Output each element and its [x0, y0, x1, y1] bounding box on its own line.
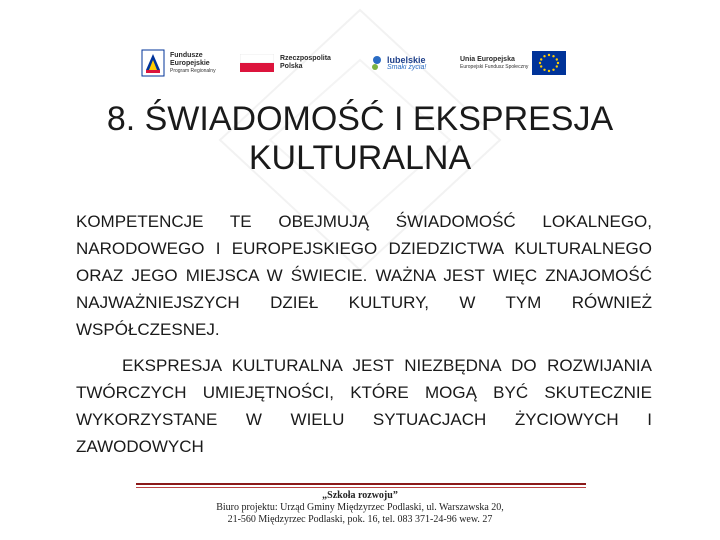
lubelskie-swirl-icon — [370, 54, 384, 72]
fe-line2: Europejskie — [170, 60, 210, 67]
ue-line1: Unia Europejska — [460, 56, 515, 63]
polish-flag-icon — [240, 54, 274, 72]
slide-title-line1: 8. ŚWIADOMOŚĆ I EKSPRESJA — [106, 100, 614, 138]
fundusze-europejskie-logo — [140, 46, 232, 80]
footer — [180, 490, 540, 526]
rp-line2: Polska — [280, 63, 303, 70]
slide-title — [60, 100, 660, 178]
unia-europejska-logo — [460, 46, 580, 80]
footer-divider-top — [136, 483, 586, 485]
rp-line1: Rzeczpospolita — [280, 55, 331, 62]
footer-project-name: „Szkoła rozwoju” — [322, 490, 398, 501]
footer-address-line2: 21-560 Międzyrzec Podlaski, pok. 16, tel. 083 371-24-96 wew. 27 — [227, 514, 493, 525]
footer-divider-bottom — [136, 487, 586, 488]
lub-line1: lubelskie — [387, 55, 426, 65]
fe-line1: Fundusze — [170, 52, 203, 59]
lub-line2: Smaki życia! — [387, 64, 427, 71]
lubelskie-logo — [370, 46, 450, 80]
slide-title-line2: KULTURALNA — [248, 139, 472, 177]
paragraph-2: EKSPRESJA KULTURALNA JEST NIEZBĘDNA DO ROZWIJANIA TWÓRCZYCH UMIEJĘTNOŚCI, KTÓRE MOGĄ BYĆ SKUTECZNIE WYKORZYSTANE W WIELU SYTUACJACH ŻYCIOWYCH I ZAWODOWYCH — [76, 356, 652, 456]
eu-flag-icon — [532, 51, 566, 75]
fe-star-icon — [140, 48, 166, 78]
logo-bar — [140, 46, 580, 80]
ue-line2: Europejski Fundusz Społeczny — [460, 64, 529, 70]
fe-line3: Program Regionalny — [170, 68, 216, 74]
paragraph-1: KOMPETENCJE TE OBEJMUJĄ ŚWIADOMOŚĆ LOKALNEGO, NARODOWEGO I EUROPEJSKIEGO DZIEDZICTWA KULTURALNEGO ORAZ JEGO MIEJSCA W ŚWIECIE. WAŻNA JEST WIĘC ZNAJOMOŚĆ NAJWAŻNIEJSZYCH DZIEŁ KULTURY, W TYM RÓWNIEŻ WSPÓŁCZESNEJ. — [76, 212, 652, 339]
footer-address-line1: Biuro projektu: Urząd Gminy Międzyrzec Podlaski, ul. Warszawska 20, — [216, 502, 504, 513]
rzeczpospolita-logo — [240, 46, 350, 80]
